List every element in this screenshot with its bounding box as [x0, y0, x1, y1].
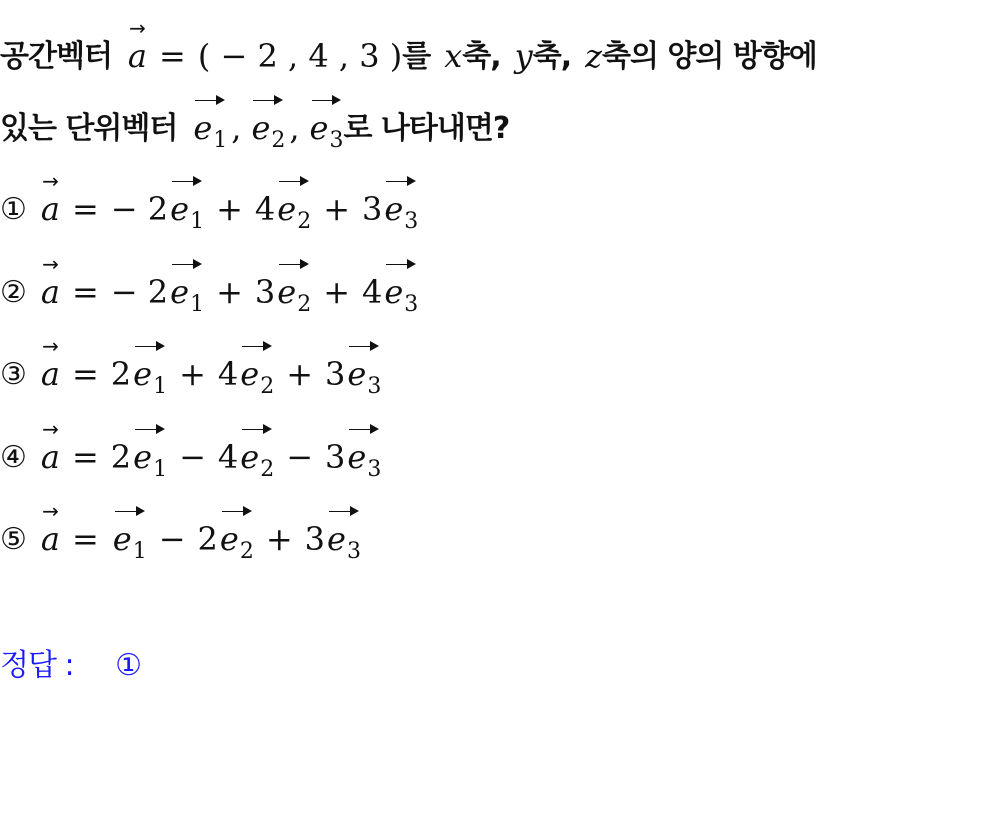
vector-symbol: e [170, 273, 190, 311]
coefficient-1: 2 [110, 355, 132, 393]
option-number: ③ [0, 357, 27, 392]
equals-sign: = [71, 355, 99, 393]
option-number: ④ [0, 440, 27, 475]
question-line2-suffix: 로 나타내면? [343, 111, 510, 146]
question-line-2 [0, 74, 510, 153]
vector-e1 [133, 419, 168, 482]
vector-symbol: e [347, 438, 367, 476]
vector-arrow-icon: → [42, 334, 59, 358]
vector-e2: $e_2$ [251, 109, 286, 153]
option-5[interactable] [0, 485, 361, 564]
option-2[interactable] [0, 238, 419, 317]
option-number: ② [0, 275, 27, 310]
vector-symbol: e [240, 438, 260, 476]
question-line2-prefix: 있는 단위벡터 [0, 111, 178, 146]
equals-sign: = [159, 37, 186, 75]
vector-e2 [240, 336, 275, 399]
coefficient-3: 4 [362, 273, 383, 311]
vector-symbol: e [347, 355, 367, 393]
operator-2: + [216, 273, 243, 311]
equals-sign: = [71, 190, 99, 228]
text-reul: 를 [402, 39, 431, 74]
operator-2: − [158, 520, 186, 558]
subscript: 2 [297, 209, 312, 234]
option-number: ⑤ [0, 522, 27, 557]
vector-a [40, 169, 60, 228]
operator-2: + [179, 355, 206, 393]
vector-symbol: e [327, 520, 346, 558]
vector-symbol: e [240, 355, 260, 393]
subscript: 1 [153, 374, 168, 399]
coefficient-1: 2 [110, 438, 132, 476]
vector-e1 [133, 336, 168, 399]
vector-e2 [240, 419, 275, 482]
subscript: 1 [132, 539, 147, 564]
vector-symbol: e [384, 273, 404, 311]
subscript: 3 [367, 374, 382, 399]
vector-e1: $e_1$ [193, 109, 228, 153]
vector-a-symbol: a [40, 355, 60, 393]
subscript: 2 [239, 539, 254, 564]
option-number: ① [0, 192, 27, 227]
vector-symbol: e [170, 190, 190, 228]
var-x: x [444, 37, 463, 75]
var-z: z [585, 37, 602, 75]
vector-e2 [219, 501, 254, 564]
answer-value: ① [115, 648, 143, 683]
subscript: 2 [260, 457, 275, 482]
answer-line [0, 640, 142, 684]
vector-arrow-icon: → [42, 252, 59, 276]
option-4[interactable] [0, 403, 382, 482]
axis-x-label: 축, [462, 39, 501, 74]
question-prefix: 공간벡터 [0, 39, 112, 74]
vector-a [40, 334, 60, 393]
equals-sign: = [71, 438, 99, 476]
vector-e1 [112, 501, 147, 564]
operator-2: + [216, 190, 243, 228]
subscript: 1 [153, 457, 168, 482]
operator-3: + [323, 190, 350, 228]
vector-a: → a [127, 16, 147, 75]
var-y: y [514, 37, 533, 75]
coefficient-1: − 2 [110, 190, 169, 228]
subscript: 3 [404, 209, 419, 234]
subscript: 2 [260, 374, 275, 399]
equals-sign: = [71, 520, 99, 558]
vector-components: ( − 2 , 4 , 3 ) [197, 37, 403, 75]
vector-a [40, 252, 60, 311]
comma: , [231, 109, 242, 147]
subscript: 1 [190, 292, 205, 317]
vector-e3 [327, 501, 361, 564]
coefficient-2: 4 [217, 438, 239, 476]
vector-e2 [277, 254, 312, 317]
vector-symbol: e [112, 520, 132, 558]
vector-a-symbol: a [40, 273, 60, 311]
vector-e3 [347, 336, 382, 399]
operator-3: − [286, 438, 314, 476]
vector-e1 [170, 254, 205, 317]
subscript: 3 [346, 539, 361, 564]
vector-e2 [277, 171, 312, 234]
operator-3: + [286, 355, 314, 393]
option-3[interactable] [0, 320, 382, 399]
coefficient-3: 3 [325, 355, 346, 393]
vector-symbol: e [384, 190, 404, 228]
coefficient-2: 2 [197, 520, 218, 558]
vector-e3: $e_3$ [309, 109, 344, 153]
vector-arrow-icon: → [42, 499, 59, 523]
vector-e3 [384, 171, 419, 234]
coefficient-2: 3 [254, 273, 276, 311]
vector-arrow-icon: → [129, 16, 146, 40]
equals-sign: = [71, 273, 99, 311]
vector-symbol: e [277, 273, 297, 311]
subscript: 2 [297, 292, 312, 317]
vector-a [40, 499, 60, 558]
vector-e3 [384, 254, 419, 317]
vector-symbol: e [277, 190, 297, 228]
question-line-1 [0, 2, 817, 75]
coefficient-3: 3 [304, 520, 326, 558]
coefficient-2: 4 [217, 355, 239, 393]
comma: , [289, 109, 300, 147]
coefficient-3: 3 [325, 438, 346, 476]
operator-3: + [265, 520, 293, 558]
vector-e3 [347, 419, 382, 482]
operator-3: + [323, 273, 350, 311]
vector-symbol: e [219, 520, 239, 558]
answer-label: 정답 : [0, 648, 74, 683]
operator-2: − [179, 438, 206, 476]
vector-a-symbol: a [40, 190, 60, 228]
coefficient-3: 3 [362, 190, 383, 228]
question-suffix: 축의 양의 방향에 [601, 39, 817, 74]
coefficient-2: 4 [254, 190, 276, 228]
subscript: 1 [190, 209, 205, 234]
vector-a [40, 417, 60, 476]
vector-a-symbol: a [40, 520, 60, 558]
vector-symbol: e [133, 438, 153, 476]
coefficient-1: − 2 [110, 273, 169, 311]
vector-symbol: e [133, 355, 153, 393]
vector-a-symbol: a [40, 438, 60, 476]
vector-arrow-icon: → [42, 417, 59, 441]
axis-y-label: 축, [532, 39, 572, 74]
subscript: 3 [367, 457, 382, 482]
subscript: 3 [404, 292, 419, 317]
option-1[interactable] [0, 155, 419, 234]
vector-e1 [170, 171, 205, 234]
vector-arrow-icon: → [42, 169, 59, 193]
